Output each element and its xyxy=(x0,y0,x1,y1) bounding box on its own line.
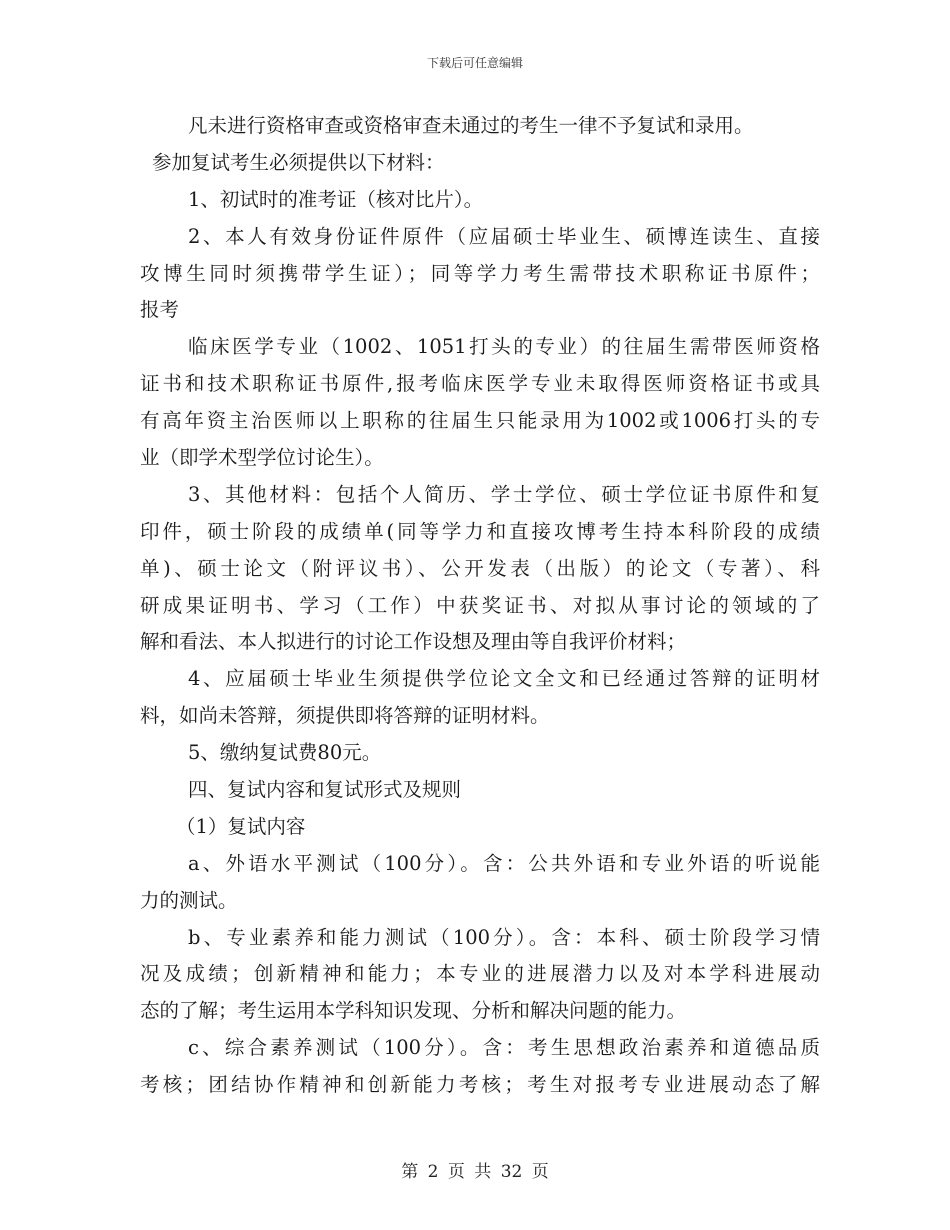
text-line: 攻博生同时须携带学生证）；同等学力考生需带技术职称证书原件； xyxy=(140,261,820,285)
text-line: 印件，硕士阶段的成绩单(同等学力和直接攻博考生持本科阶段的成绩 xyxy=(140,519,820,543)
text-line: 况及成绩；创新精神和能力；本专业的进展潜力以及对本学科进展动 xyxy=(140,962,820,986)
text-line: 凡未进行资格审查或资格审查未通过的考生一律不予复试和录用。 xyxy=(188,114,754,137)
text-line: 业（即学术型学位讨论生）。 xyxy=(140,446,384,470)
text-line: 1、初试时的准考证（核对比片）。 xyxy=(188,187,484,211)
text-line: 参加复试考生必须提供以下材料： xyxy=(152,150,445,174)
text-line: 有高年资主治医师以上职称的往届生只能录用为1002或1006打头的专 xyxy=(140,409,820,433)
text-line: 解和看法、本人拟进行的讨论工作设想及理由等自我评价材料； xyxy=(140,630,687,654)
text-line: a、外语水平测试（100分）。含：公共外语和专业外语的听说能 xyxy=(188,851,820,875)
text-line: 报考 xyxy=(140,298,180,322)
text-line: 5、缴纳复试费80元。 xyxy=(188,741,382,765)
text-line: 4、应届硕士毕业生须提供学位论文全文和已经通过答辩的证明材 xyxy=(188,667,820,691)
subsection-heading: （1）复试内容 xyxy=(176,814,306,838)
text-line: 考核；团结协作精神和创新能力考核；考生对报考专业进展动态了解 xyxy=(140,1073,820,1097)
text-line: b、专业素养和能力测试（100分）。含：本科、硕士阶段学习情 xyxy=(188,925,820,949)
page-footer: 第 2 页 共 32 页 xyxy=(401,1162,549,1182)
text-line: 态的了解；考生运用本学科知识发现、分析和解决问题的能力。 xyxy=(140,999,687,1023)
text-line: 3、其他材料：包括个人简历、学士学位、硕士学位证书原件和复 xyxy=(188,482,820,506)
text-line: 研成果证明书、学习（工作）中获奖证书、对拟从事讨论的领域的了 xyxy=(140,593,820,617)
text-line: c、综合素养测试（100分）。含：考生思想政治素养和道德品质 xyxy=(188,1036,820,1060)
document-body xyxy=(140,108,820,1104)
text-line: 单)、硕士论文（附评议书）、公开发表（出版）的论文（专著）、科 xyxy=(140,556,820,580)
page-header: 下载后可任意编辑 xyxy=(426,56,523,70)
text-line: 证书和技术职称证书原件,报考临床医学专业未取得医师资格证书或具 xyxy=(140,372,820,396)
text-line: 2、本人有效身份证件原件（应届硕士毕业生、硕博连读生、直接 xyxy=(188,224,820,248)
text-line: 临床医学专业（1002、1051打头的专业）的往届生需带医师资格 xyxy=(188,335,820,359)
text-line: 力的测试。 xyxy=(140,888,238,912)
text-line: 料，如尚未答辩，须提供即将答辩的证明材料。 xyxy=(140,704,550,728)
section-heading: 四、复试内容和复试形式及规则 xyxy=(188,778,462,802)
